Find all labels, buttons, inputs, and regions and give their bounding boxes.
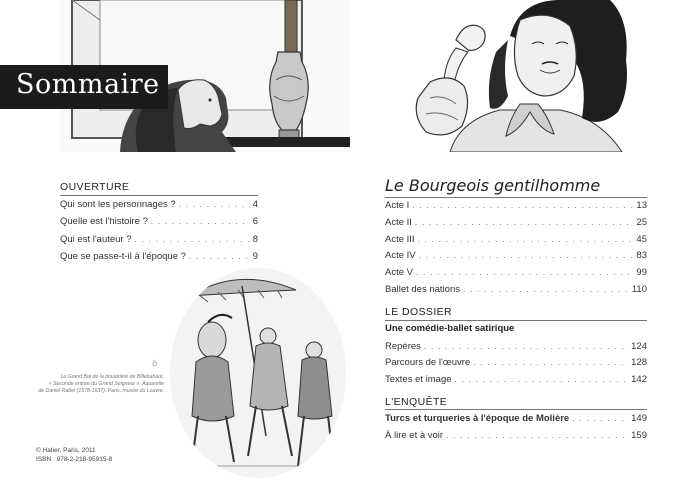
toc-label: Acte V (385, 267, 413, 278)
toc-leader (416, 268, 633, 277)
toc-leader (412, 201, 633, 210)
toc-page: 124 (631, 341, 647, 352)
ouverture-heading: OUVERTURE (60, 181, 130, 193)
copyright-block (36, 446, 112, 464)
toc-row[interactable] (385, 357, 647, 368)
toc-leader (446, 431, 628, 440)
toc-leader (415, 218, 633, 227)
toc-row[interactable] (385, 217, 647, 228)
toc-label: Acte I (385, 200, 410, 211)
toc-page: 9 (252, 251, 258, 262)
toc-label: À lire et à voir (385, 430, 444, 441)
toc-label: Quelle est l'histoire ? (60, 216, 148, 227)
toc-row[interactable] (60, 251, 258, 262)
toc-leader (179, 200, 250, 209)
toc-row[interactable] (385, 284, 647, 295)
toc-row[interactable] (60, 199, 258, 210)
toc-page: 128 (631, 357, 647, 368)
toc-page: 159 (631, 430, 647, 441)
toc-label: Que se passe-t-il à l'époque ? (60, 251, 186, 262)
dossier-subtitle: Une comédie-ballet satirique (385, 323, 515, 334)
toc-leader (424, 342, 628, 351)
toc-label: Parcours de l'œuvre (385, 357, 471, 368)
toc-label: Ballet des nations (385, 284, 460, 295)
toc-label: Turcs et turqueries à l'époque de Molière (385, 413, 570, 424)
toc-row[interactable] (385, 267, 647, 278)
toc-label: Qui est l'auteur ? (60, 234, 132, 245)
copyright-line: © Hatier, Paris, 2011 (36, 447, 96, 454)
toc-page: 142 (631, 374, 647, 385)
toc-leader (135, 235, 250, 244)
play-rule (385, 197, 647, 198)
toc-page: 4 (252, 199, 258, 210)
toc-row[interactable] (385, 250, 647, 261)
image-caption (28, 374, 164, 395)
toc-leader (572, 414, 628, 423)
signature-mark-icon: ꝺ (152, 358, 158, 368)
title-band (0, 65, 168, 109)
toc-label: Textes et image (385, 374, 452, 385)
toc-leader (455, 375, 629, 384)
toc-row[interactable] (385, 234, 647, 245)
toc-page: 6 (252, 216, 258, 227)
toc-page: 110 (631, 284, 647, 295)
toc-row[interactable] (60, 234, 258, 245)
toc-row[interactable] (385, 374, 647, 385)
dossier-rule (385, 320, 647, 321)
illustration-parasol-procession (168, 266, 348, 480)
caption-line: de Daniel Rabel (1578-1637). Paris, musée du Louvre. (38, 388, 164, 394)
toc-label: Acte III (385, 234, 415, 245)
toc-leader (418, 235, 634, 244)
toc-label: Acte II (385, 217, 412, 228)
toc-leader (419, 251, 634, 260)
toc-label: Qui sont les personnages ? (60, 199, 176, 210)
toc-label: Acte IV (385, 250, 416, 261)
toc-leader (473, 358, 628, 367)
toc-page: 13 (636, 200, 647, 211)
dossier-heading: LE DOSSIER (385, 306, 453, 318)
toc-row[interactable] (385, 200, 647, 211)
caption-line: « Seconde entrée du Grand Seigneur ». Aquarelle (48, 381, 164, 387)
toc-page: 83 (636, 250, 647, 261)
toc-page: 8 (252, 234, 258, 245)
toc-page: 99 (636, 267, 647, 278)
enquete-rule (385, 409, 647, 410)
toc-row[interactable] (385, 430, 647, 441)
toc-page: 25 (636, 217, 647, 228)
ouverture-rule (60, 195, 258, 196)
caption-line: Le Grand Bal de la douairière de Billebahaut, (60, 374, 164, 380)
toc-leader (463, 285, 629, 294)
toc-leader (151, 217, 250, 226)
enquete-heading: L'ENQUÊTE (385, 396, 448, 408)
toc-page: 149 (631, 413, 647, 424)
play-title: Le Bourgeois gentilhomme (385, 176, 601, 195)
toc-row[interactable] (60, 216, 258, 227)
toc-page: 45 (636, 234, 647, 245)
toc-row[interactable] (385, 341, 647, 352)
toc-row[interactable] (385, 413, 647, 424)
toc-label: Repères (385, 341, 421, 352)
illustration-gentleman (360, 0, 636, 152)
toc-leader (189, 252, 250, 261)
isbn-line: ISBN : 978-2-218-95915-8 (36, 456, 113, 463)
page-title: Sommaire (16, 69, 160, 100)
